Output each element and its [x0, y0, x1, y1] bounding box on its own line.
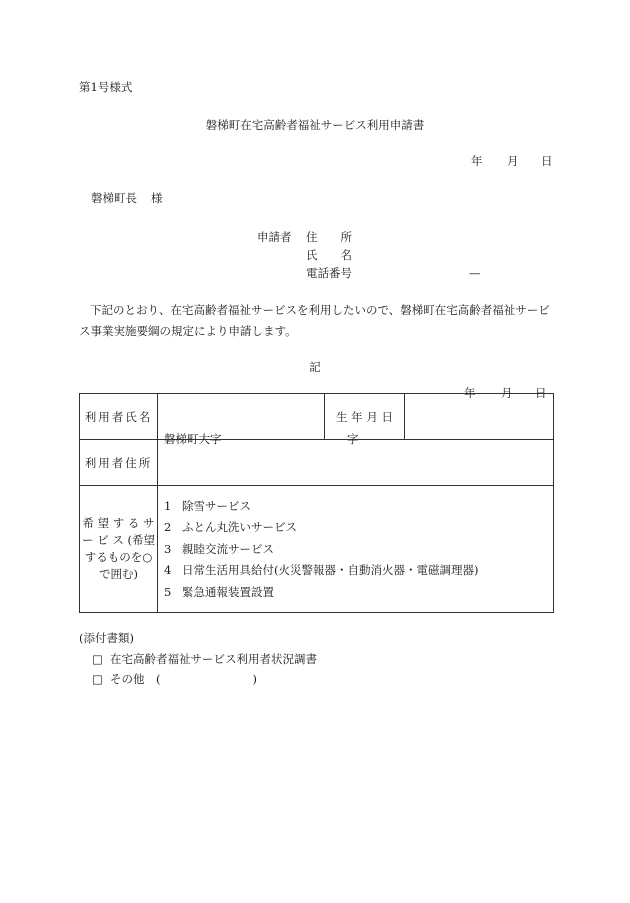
attachment-label: その他 ( ): [110, 672, 257, 686]
addressee-name: 磐梯町長: [91, 191, 137, 205]
birth-month: 月: [501, 386, 513, 400]
form-number: 第1号様式: [79, 80, 133, 94]
attachments-heading: (添付書類): [79, 631, 134, 645]
address-aza: 字: [347, 432, 359, 446]
service-num: 1: [164, 498, 172, 513]
applicant-name-label: 氏 名: [306, 248, 352, 262]
document-title: 磐梯町在宅高齢者福祉サービス利用申請書: [205, 118, 425, 132]
birth-year: 年: [464, 386, 476, 400]
attachment-item-2[interactable]: [92, 674, 257, 686]
service-num: 4: [164, 563, 172, 578]
addressee: [91, 193, 163, 205]
date-month: 月: [507, 154, 519, 168]
service-num: 5: [164, 584, 172, 599]
checkbox-icon[interactable]: □: [92, 652, 103, 666]
user-address-field[interactable]: [158, 432, 554, 486]
service-num: 3: [164, 541, 172, 556]
user-name-label: 利用者氏名: [80, 394, 158, 440]
date-year: 年: [471, 154, 483, 168]
service-label-text: 親睦交流サービス: [182, 541, 274, 556]
date-day: 日: [541, 154, 553, 168]
checkbox-icon[interactable]: □: [92, 672, 103, 686]
birth-label: 生 年 月 日: [325, 394, 405, 440]
address-prefix: 磐梯町大字: [164, 432, 222, 446]
birth-day: 日: [535, 386, 547, 400]
user-address-label: 利用者住所: [80, 440, 158, 486]
addressee-honorific: 様: [151, 191, 163, 205]
row-services: [80, 486, 554, 613]
service-label-text: ふとん丸洗いサービス: [182, 520, 297, 535]
row-user-address: [80, 440, 554, 486]
application-table: [79, 386, 554, 613]
service-label-text: 日常生活用具給付(火災警報器・自動消火器・電磁調理器): [182, 563, 479, 578]
service-list: [158, 486, 554, 613]
service-option-5[interactable]: [158, 582, 553, 604]
row-user-name: [80, 394, 554, 440]
service-option-4[interactable]: [158, 560, 553, 582]
service-label-text: 除雪サービス: [182, 498, 251, 513]
service-label-text: 緊急通報装置設置: [182, 584, 274, 599]
birth-date-field[interactable]: [405, 386, 554, 440]
service-option-1[interactable]: [158, 496, 553, 518]
attachment-item-1[interactable]: [92, 654, 317, 666]
applicant-address-label: 住 所: [306, 230, 352, 244]
service-label: 希 望 す る サ ー ビ ス (希望するものを○で囲む): [80, 486, 158, 613]
attachment-label: 在宅高齢者福祉サービス利用者状況調書: [110, 652, 317, 666]
ki-heading: 記: [309, 360, 321, 374]
service-option-2[interactable]: [158, 517, 553, 539]
service-num: 2: [164, 520, 172, 535]
body-text: 下記のとおり、在宅高齢者福祉サービスを利用したいので、磐梯町在宅高齢者福祉サービス事業実施要綱の規定により申請します。: [79, 303, 550, 338]
service-option-3[interactable]: [158, 539, 553, 561]
applicant-phone-label: 電話番号: [306, 266, 352, 280]
applicant-label: 申請者: [257, 230, 292, 244]
phone-dash: —: [469, 266, 481, 280]
